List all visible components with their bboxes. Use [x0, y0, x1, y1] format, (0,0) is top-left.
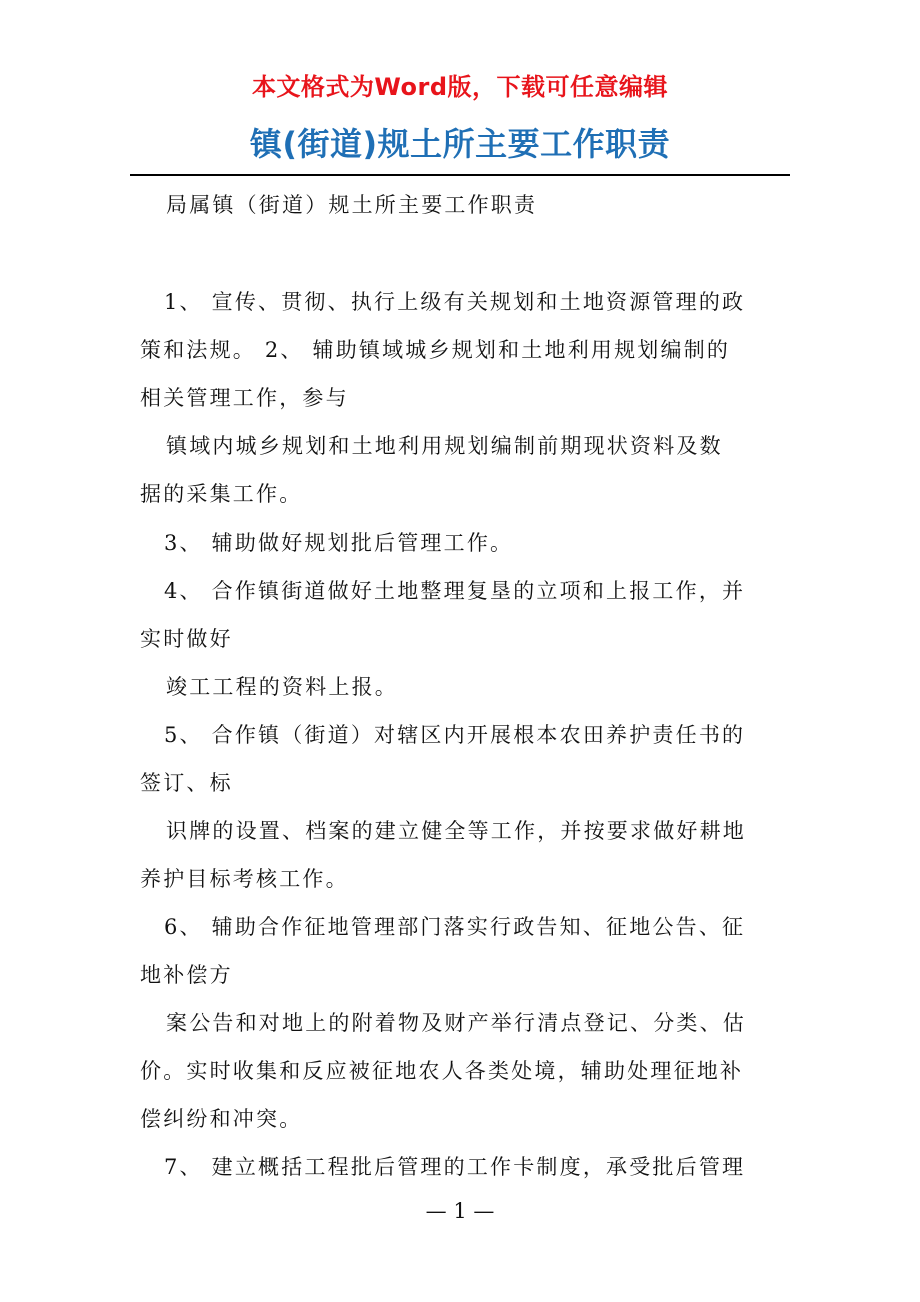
paragraph-line: 签订、标 [140, 771, 233, 795]
paragraph-line: 镇域内城乡规划和土地利用规划编制前期现状资料及数 [166, 434, 723, 458]
paragraph-line: 6、 辅助合作征地管理部门落实行政告知、征地公告、征 [164, 915, 746, 939]
paragraph-line: 策和法规。 2、 辅助镇域城乡规划和土地利用规划编制的 [140, 338, 731, 362]
title-divider [130, 174, 790, 176]
paragraph-line: 养护目标考核工作。 [140, 867, 349, 891]
paragraph-line: 1、 宣传、贯彻、执行上级有关规划和土地资源管理的政 [164, 290, 746, 314]
document-title: 镇(街道)规土所主要工作职责 [249, 125, 671, 163]
paragraph-line: 价。实时收集和反应被征地农人各类处境，辅助处理征地补 [140, 1059, 744, 1083]
paragraph-line: 4、 合作镇街道做好土地整理复垦的立项和上报工作，并 [164, 579, 746, 603]
paragraph-line: 案公告和对地上的附着物及财产举行清点登记、分类、估 [166, 1011, 746, 1035]
page-number: — 1 — [425, 1199, 495, 1223]
paragraph-line: 据的采集工作。 [140, 482, 303, 506]
paragraph-line: 竣工工程的资料上报。 [166, 675, 398, 699]
paragraph-line: 5、 合作镇（街道）对辖区内开展根本农田养护责任书的 [164, 723, 746, 747]
paragraph-line: 识牌的设置、档案的建立健全等工作，并按要求做好耕地 [166, 819, 746, 843]
document-subtitle: 局属镇（街道）规土所主要工作职责 [166, 193, 538, 217]
paragraph-line: 相关管理工作，参与 [140, 386, 349, 410]
paragraph-line: 3、 辅助做好规划批后管理工作。 [164, 531, 514, 555]
paragraph-line: 地补偿方 [140, 963, 233, 987]
paragraph-line: 7、 建立概括工程批后管理的工作卡制度，承受批后管理 [164, 1155, 746, 1179]
paragraph-line: 偿纠纷和冲突。 [140, 1107, 303, 1131]
paragraph-line: 实时做好 [140, 627, 233, 651]
download-notice-banner: 本文格式为Word版，下载可任意编辑 [251, 73, 669, 101]
